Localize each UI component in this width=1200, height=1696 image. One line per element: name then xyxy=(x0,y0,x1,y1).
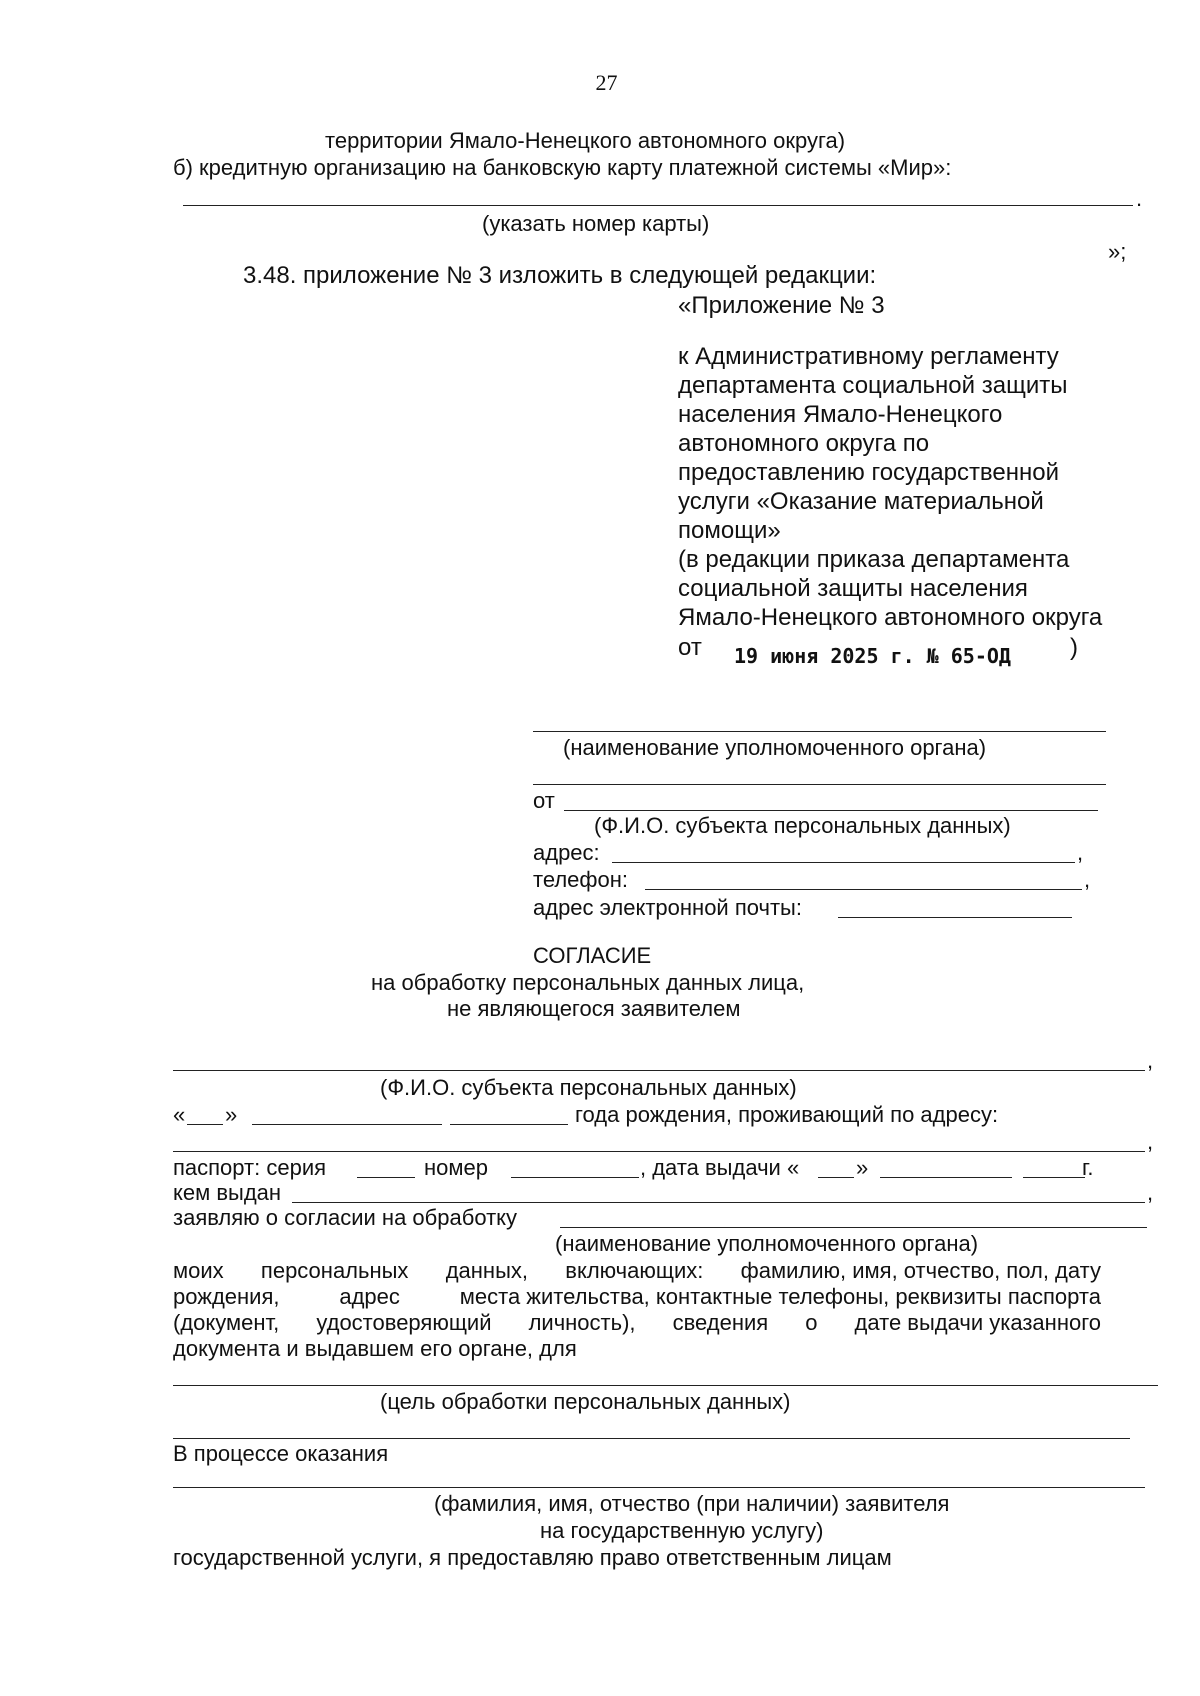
subject-hint-2: (Ф.И.О. субъекта персональных данных) xyxy=(380,1075,797,1100)
birth-month-blank xyxy=(252,1124,442,1125)
phone-comma: , xyxy=(1084,867,1091,892)
passport-series-blank xyxy=(357,1177,415,1178)
address-comma: , xyxy=(1077,840,1084,865)
paragraph-word: удостоверяющий xyxy=(316,1310,492,1335)
issued-by-label: кем выдан xyxy=(173,1180,282,1205)
amendment-item: 3.48. приложение № 3 изложить в следующей редакции: xyxy=(243,262,877,289)
paragraph-word: фамилию, имя, отчество, пол, дату xyxy=(740,1258,1101,1283)
territory-line: территории Ямало-Ненецкого автономного округа) xyxy=(325,128,846,153)
card-line-end: . xyxy=(1136,186,1143,211)
residence-blank xyxy=(173,1151,1145,1152)
phone-label: телефон: xyxy=(533,867,629,892)
appendix-line: помощи» xyxy=(678,517,781,544)
paragraph-word: места жительства, контактные телефоны, реквизиты паспорта xyxy=(459,1284,1101,1309)
authority-hint: (наименование уполномоченного органа) xyxy=(563,735,987,760)
comma: , xyxy=(1147,1180,1154,1205)
quote-close: » xyxy=(856,1155,869,1180)
card-number-blank xyxy=(183,205,1133,206)
paragraph-word: адрес xyxy=(339,1284,400,1309)
issue-month-blank xyxy=(880,1177,1012,1178)
card-line: б) кредитную организацию на банковскую карту платежной системы «Мир»: xyxy=(173,155,952,180)
appendix-line: автономного округа по xyxy=(678,430,930,457)
purpose-blank xyxy=(173,1385,1158,1386)
applicant-hint-2: на государственную услугу) xyxy=(540,1518,824,1543)
passport-series-label: паспорт: серия xyxy=(173,1155,327,1180)
appendix-line: социальной защиты населения xyxy=(678,575,1028,602)
applicant-hint-1: (фамилия, имя, отчество (при наличии) заявителя xyxy=(434,1491,950,1516)
address-label: адрес: xyxy=(533,840,600,865)
authority-blank-3 xyxy=(560,1227,1147,1228)
final-line: государственной услуги, я предоставляю право ответственным лицам xyxy=(173,1545,892,1570)
passport-number-blank xyxy=(511,1177,639,1178)
email-blank xyxy=(838,917,1072,918)
order-close: ) xyxy=(1070,634,1078,661)
passport-number-label: номер xyxy=(424,1155,488,1180)
subject-name-blank xyxy=(564,810,1098,811)
paragraph-word: моих xyxy=(173,1258,224,1283)
comma: , xyxy=(1147,1129,1154,1154)
order-prefix: от xyxy=(678,634,702,661)
card-hint: (указать номер карты) xyxy=(482,211,710,236)
purpose-blank-2 xyxy=(173,1438,1130,1439)
closing-mark: »; xyxy=(1108,239,1127,264)
paragraph-word: сведения xyxy=(672,1310,769,1335)
appendix-line: услуги «Оказание материальной xyxy=(678,488,1044,515)
paragraph-last-line: документа и выдавшем его органе, для xyxy=(173,1336,577,1361)
quote-close: » xyxy=(225,1102,238,1127)
authority-blank-2 xyxy=(533,784,1106,785)
paragraph-word: (документ, xyxy=(173,1310,280,1335)
from-label: от xyxy=(533,788,555,813)
purpose-hint: (цель обработки персональных данных) xyxy=(380,1389,791,1414)
issue-year-blank xyxy=(1023,1177,1085,1178)
process-label: В процессе оказания xyxy=(173,1441,389,1466)
birth-text: года рождения, проживающий по адресу: xyxy=(575,1102,999,1127)
phone-blank xyxy=(645,889,1082,890)
issue-date-label: , дата выдачи « xyxy=(640,1155,800,1180)
applicant-blank xyxy=(173,1487,1145,1488)
order-date-stamp: 19 июня 2025 г. № 65-ОД xyxy=(734,644,1011,668)
birth-day-blank xyxy=(187,1124,223,1125)
paragraph-word: о xyxy=(805,1310,818,1335)
subject-fullname-blank xyxy=(173,1070,1145,1071)
appendix-line: (в редакции приказа департамента xyxy=(678,546,1070,573)
authority-hint-2: (наименование уполномоченного органа) xyxy=(555,1231,979,1256)
paragraph-word: включающих: xyxy=(565,1258,704,1283)
authority-blank xyxy=(533,731,1106,732)
paragraph-line xyxy=(173,1286,1101,1308)
appendix-title: «Приложение № 3 xyxy=(678,292,885,319)
paragraph-line xyxy=(173,1312,1101,1334)
consent-heading: СОГЛАСИЕ xyxy=(533,943,652,968)
appendix-line: к Административному регламенту xyxy=(678,343,1059,370)
birth-year-blank xyxy=(450,1124,568,1125)
issue-day-blank xyxy=(818,1177,854,1178)
page-number: 27 xyxy=(595,70,618,95)
year-suffix: г. xyxy=(1082,1155,1094,1180)
paragraph-word: персональных xyxy=(260,1258,409,1283)
address-blank xyxy=(612,862,1075,863)
quote-open: « xyxy=(173,1102,186,1127)
consent-subtitle-1: на обработку персональных данных лица, xyxy=(371,970,805,995)
subject-hint: (Ф.И.О. субъекта персональных данных) xyxy=(594,813,1011,838)
appendix-line: департамента социальной защиты xyxy=(678,372,1068,399)
consent-label: заявляю о согласии на обработку xyxy=(173,1205,518,1230)
appendix-line: населения Ямало-Ненецкого xyxy=(678,401,1003,428)
consent-subtitle-2: не являющегося заявителем xyxy=(447,996,741,1021)
appendix-line: Ямало-Ненецкого автономного округа xyxy=(678,604,1103,631)
paragraph-line xyxy=(173,1260,1101,1282)
paragraph-word: личность), xyxy=(528,1310,636,1335)
email-label: адрес электронной почты: xyxy=(533,895,802,920)
paragraph-word: рождения, xyxy=(173,1284,280,1309)
paragraph-word: дате выдачи указанного xyxy=(854,1310,1101,1335)
paragraph-word: данных, xyxy=(445,1258,528,1283)
appendix-line: предоставлению государственной xyxy=(678,459,1060,486)
comma: , xyxy=(1147,1048,1154,1073)
issued-by-blank xyxy=(292,1202,1145,1203)
